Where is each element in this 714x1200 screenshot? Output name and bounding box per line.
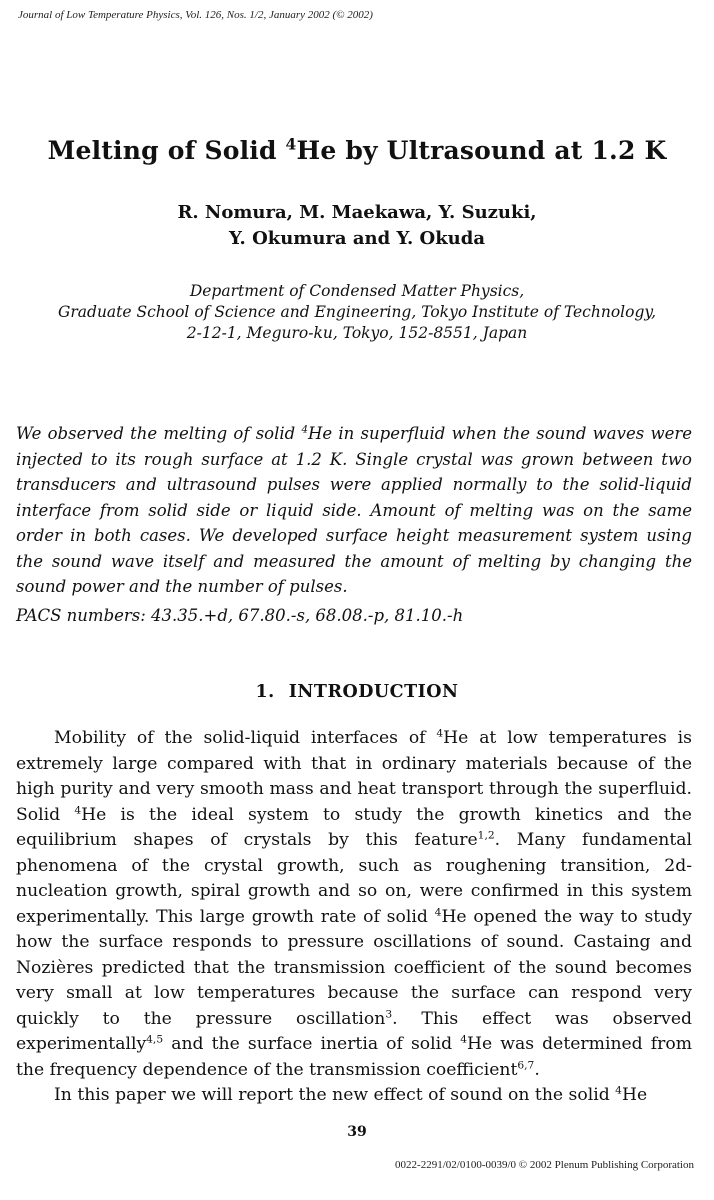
intro-text: . [534, 1059, 540, 1080]
title-text-pre: Melting of Solid [47, 136, 286, 165]
journal-header: Journal of Low Temperature Physics, Vol. 126, Nos. 1/2, January 2002 (© 2002) [18, 9, 373, 21]
abstract-superscript: 4 [301, 424, 308, 436]
citation-superscript: 1,2 [477, 828, 495, 842]
authors-line-1: R. Nomura, M. Maekawa, Y. Suzuki, [177, 202, 537, 223]
intro-text: He is the ideal system to study the growth kinetics and the equilibrium shapes of crystals by this feature [16, 804, 692, 850]
copyright-footer: 0022-2291/02/0100-0039/0 © 2002 Plenum Publishing Corporation [395, 1159, 694, 1171]
title-superscript: 4 [285, 134, 297, 154]
introduction-body [16, 726, 692, 1109]
citation-superscript: 6,7 [517, 1057, 535, 1071]
intro-text: Mobility of the solid-liquid interfaces of [54, 728, 437, 748]
page-number: 39 [347, 1124, 367, 1140]
author-list [0, 200, 714, 252]
intro-text: He was determined from the frequency dependence of the transmission coefficient [16, 1034, 693, 1080]
intro-superscript: 4 [615, 1083, 622, 1097]
section-heading [0, 682, 714, 702]
intro-text: He opened the way to study how the surface responds to pressure oscillations of sound. Castaing and Nozières predicted that the transmission coefficient of the sound becomes very small at low temperatures because the surface can respond very quickly to the pressure oscillation [16, 906, 692, 1029]
intro-paragraph-1 [16, 726, 692, 1083]
affiliation-line-2: Graduate School of Science and Engineering, Tokyo Institute of Technology, [57, 303, 656, 321]
section-number: 1. [255, 682, 275, 702]
pacs-numbers: PACS numbers: 43.35.+d, 67.80.-s, 68.08.-p, 81.10.-h [16, 606, 464, 625]
intro-text: and the surface inertia of solid [163, 1034, 461, 1054]
abstract [16, 421, 692, 600]
intro-superscript: 4 [74, 802, 82, 816]
intro-superscript: 4 [434, 904, 442, 918]
intro-superscript: 4 [460, 1032, 468, 1046]
abstract-text-pre: We observed the melting of solid [16, 424, 302, 443]
citation-superscript: 3 [385, 1006, 393, 1020]
intro-text: . This effect was observed experimentally [16, 1008, 692, 1054]
affiliation-line-3: 2-12-1, Meguro-ku, Tokyo, 152-8551, Japan [186, 324, 528, 342]
section-title: INTRODUCTION [288, 682, 459, 702]
intro-text: He [621, 1085, 648, 1105]
intro-paragraph-2 [16, 1083, 692, 1109]
affiliation [0, 281, 714, 344]
authors-line-2: Y. Okumura and Y. Okuda [229, 228, 485, 249]
citation-superscript: 4,5 [146, 1032, 164, 1046]
intro-text: . Many fundamental phenomena of the crystal growth, such as roughening transition, 2d-nucleation growth, spiral growth and so on, were confirmed in this system experimentally. This large growth rate of solid [16, 830, 692, 927]
affiliation-line-1: Department of Condensed Matter Physics, [189, 282, 525, 300]
intro-text: He at low temperatures is extremely large compared with that in ordinary materials because of the high purity and very smooth mass and heat transport through the superfluid. Solid [16, 728, 692, 825]
intro-superscript: 4 [436, 726, 444, 740]
intro-text: In this paper we will report the new effect of sound on the solid [54, 1085, 616, 1105]
title-text-post: He by Ultrasound at 1.2 K [296, 136, 667, 165]
paper-title [0, 136, 714, 165]
abstract-text-post: He in superfluid when the sound waves were injected to its rough surface at 1.2 K. Single crystal was grown between two transducers and ultrasound pulses were applied normally to the solid-liquid interface from solid side or liquid side. Amount of melting was on the same order in both cases. We developed surface height measurement system using the sound wave itself and measured the amount of melting by changing the sound power and the number of pulses. [16, 424, 692, 596]
